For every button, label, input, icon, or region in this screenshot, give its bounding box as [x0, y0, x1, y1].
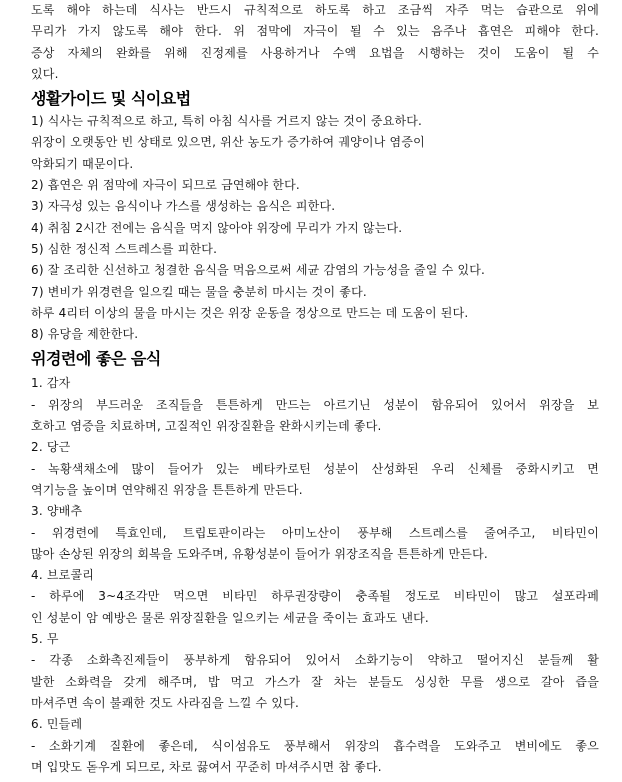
lifestyle-line: 3) 자극성 있는 음식이나 가스를 생성하는 음식은 피한다.	[31, 199, 336, 214]
food-item-cabbage	[31, 501, 599, 565]
lifestyle-line: 2) 흡연은 위 점막에 자극이 되므로 금연해야 한다.	[31, 178, 300, 193]
food-item-desc: 발한 소화력을 갖게 해주며, 밥 먹고 가스가 잘 차는 분들도 싱싱한 무를 생으로 갈아 즙을	[31, 674, 599, 689]
food-item-title: 2. 당근	[31, 440, 71, 455]
lifestyle-line: 4) 취침 2시간 전에는 음식을 먹지 않아야 위장에 무리가 가지 않는다.	[31, 220, 403, 235]
food-item-title: 4. 브로콜리	[31, 568, 95, 583]
intro-line: 있다.	[31, 66, 59, 81]
lifestyle-line: 7) 변비가 위경련을 일으킬 때는 물을 충분히 마시는 것이 좋다.	[31, 284, 367, 299]
lifestyle-line: 8) 유당을 제한한다.	[31, 327, 139, 342]
food-item-desc: - 녹황색채소에 많이 들어가 있는 베타카로틴 성분이 산성화된 우리 신체를 중화시키고 면	[31, 461, 599, 476]
food-item-desc: - 하루에 3~4조각만 먹으면 비타민 하루권장량이 충족될 정도로 비타민이 많고 설포라페	[31, 589, 599, 604]
food-item-desc: 인 성분이 암 예방은 물론 위장질환을 일으키는 세균을 죽이는 효과도 낸다.	[31, 610, 429, 625]
lifestyle-heading: 생활가이드 및 식이요법	[31, 89, 191, 109]
food-item-title: 3. 양배추	[31, 504, 83, 519]
food-item-title: 1. 감자	[31, 376, 71, 391]
food-item-desc: - 위장의 부드러운 조직들을 튼튼하게 만드는 아르기닌 성분이 함유되어 있어서 위장을 보	[31, 397, 599, 412]
foods-list	[31, 373, 599, 778]
food-item-potato	[31, 373, 599, 437]
intro-line: 증상 자체의 완화를 위해 진정제를 사용하거나 수액 요법을 시행하는 것이 도움이 될 수	[31, 45, 599, 60]
intro-line: 무리가 가지 않도록 해야 한다. 위 점막에 자극이 될 수 있는 음주나 흡연은 피해야 한다.	[31, 24, 599, 39]
document-page	[31, 0, 599, 778]
food-item-desc: 마셔주면 속이 불쾌한 것도 사라짐을 느낄 수 있다.	[31, 695, 299, 710]
food-item-desc: - 위경련에 특효인데, 트립토판이라는 아미노산이 풍부해 스트레스를 줄여주고, 비타민이	[31, 525, 599, 540]
lifestyle-line: 하루 4리터 이상의 물을 마시는 것은 위장 운동을 정상으로 만드는 데 도움이 된다.	[31, 305, 469, 320]
food-item-radish	[31, 629, 599, 714]
lifestyle-list	[31, 111, 599, 345]
food-item-broccoli	[31, 565, 599, 629]
lifestyle-line: 6) 잘 조리한 신선하고 청결한 음식을 먹음으로써 세균 감염의 가능성을 줄일 수 있다.	[31, 263, 486, 278]
lifestyle-line: 위장이 오랫동안 빈 상태로 있으면, 위산 농도가 증가하여 궤양이나 염증이	[31, 135, 425, 150]
food-item-title: 6. 민들레	[31, 717, 83, 732]
lifestyle-line: 1) 식사는 규칙적으로 하고, 특히 아침 식사를 거르지 않는 것이 중요하다.	[31, 114, 423, 129]
intro-line: 도록 해야 하는데 식사는 반드시 규칙적으로 하도록 하고 조금씩 자주 먹는 습관으로 위에	[31, 3, 599, 17]
lifestyle-line: 5) 심한 정신적 스트레스를 피한다.	[31, 241, 218, 256]
food-item-title: 5. 무	[31, 632, 59, 647]
lifestyle-line: 악화되기 때문이다.	[31, 156, 134, 171]
food-item-carrot	[31, 437, 599, 501]
food-item-desc: 많아 손상된 위장의 회복을 도와주며, 유황성분이 들어가 위장조직을 튼튼하게 만든다.	[31, 546, 488, 561]
foods-heading: 위경련에 좋은 음식	[31, 349, 161, 369]
intro-paragraph	[31, 0, 599, 85]
food-item-desc: 호하고 염증을 치료하며, 고질적인 위장질환을 완화시키는데 좋다.	[31, 419, 382, 434]
food-item-desc: 역기능을 높이며 연약해진 위장을 튼튼하게 만든다.	[31, 482, 303, 497]
food-item-desc: - 소화기계 질환에 좋은데, 식이섬유도 풍부해서 위장의 흡수력을 도와주고 변비에도 좋으	[31, 738, 599, 753]
food-item-desc: 며 입맛도 돋우게 되므로, 차로 끓여서 꾸준히 마셔주시면 참 좋다.	[31, 759, 382, 774]
food-item-dandelion	[31, 714, 599, 778]
food-item-desc: - 각종 소화촉진제들이 풍부하게 함유되어 있어서 소화기능이 약하고 떨어지신 분들께 활	[31, 653, 599, 668]
